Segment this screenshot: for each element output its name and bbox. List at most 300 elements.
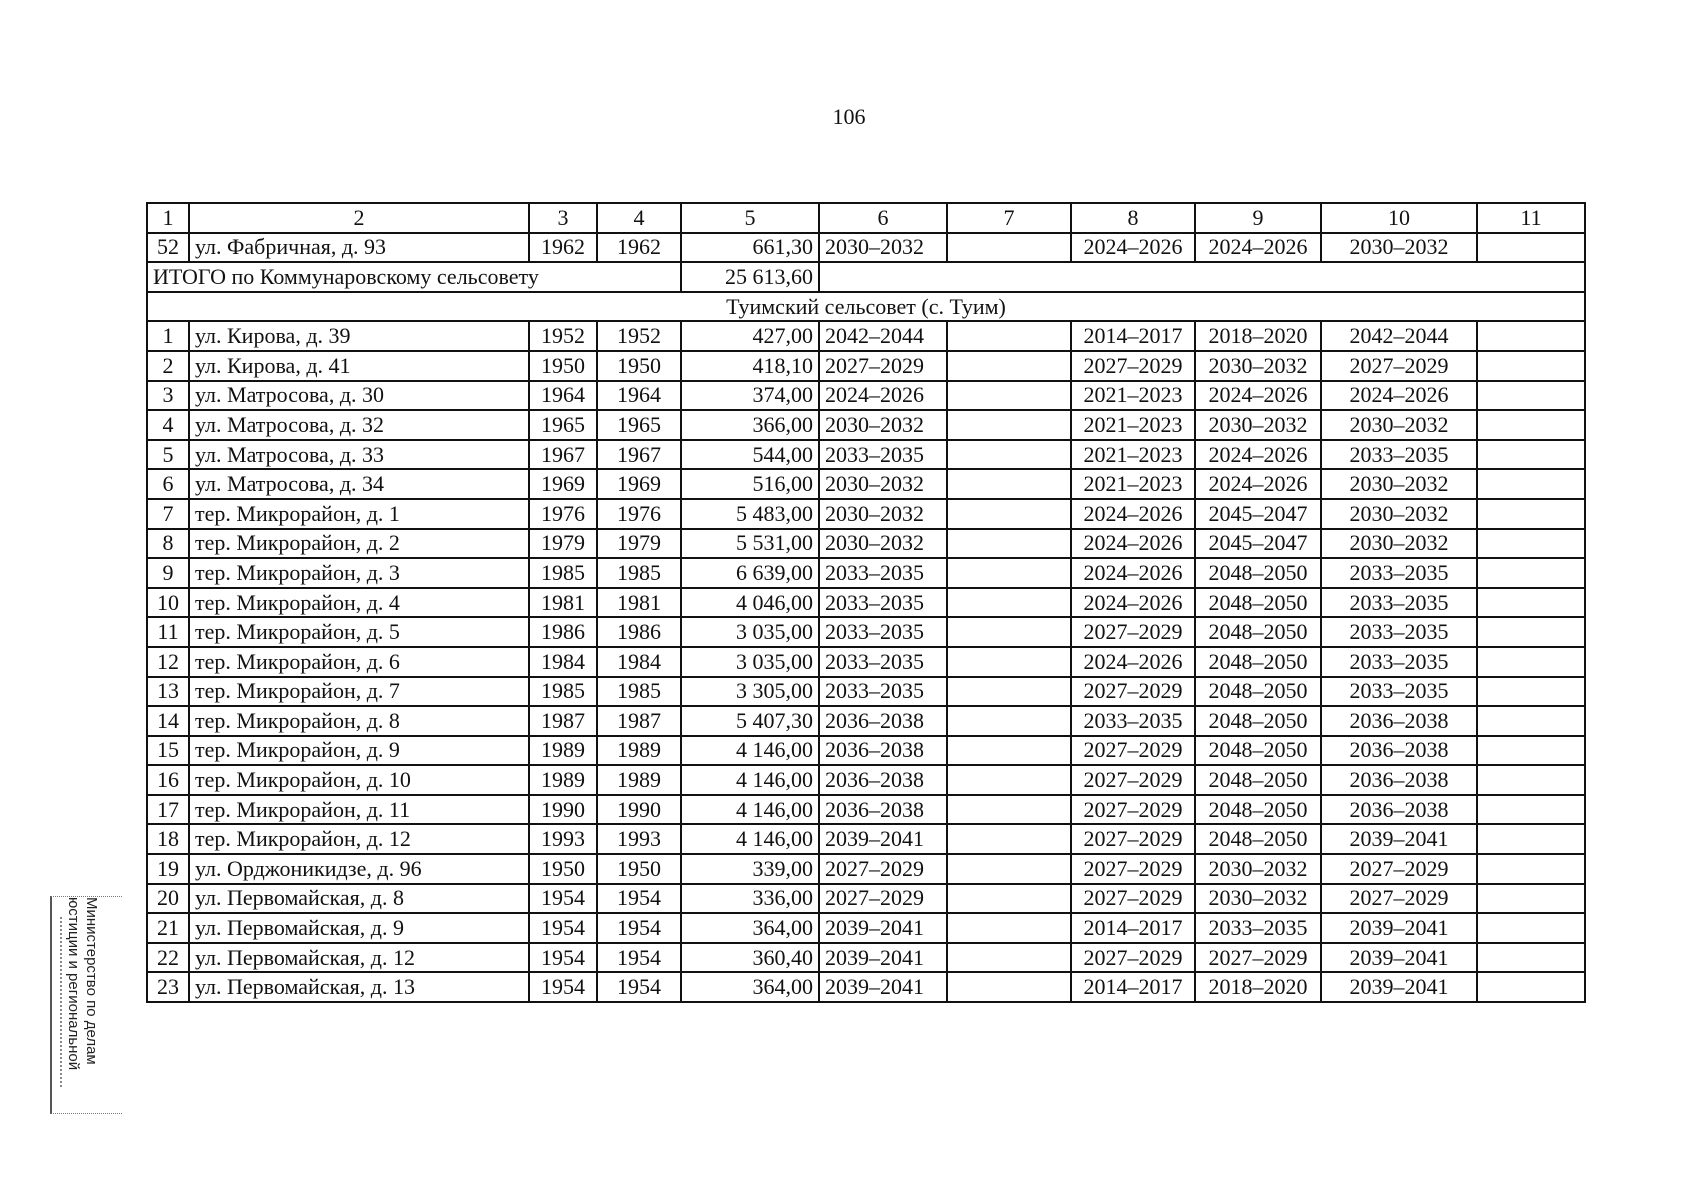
table-cell: 19 <box>147 854 189 884</box>
table-cell: 1985 <box>529 677 597 707</box>
table-cell: 1985 <box>529 558 597 588</box>
section-title: Туимский сельсовет (с. Туим) <box>147 292 1585 322</box>
table-cell: 2024–2026 <box>1071 499 1195 529</box>
table-cell: 6 639,00 <box>681 558 819 588</box>
table-cell: 2027–2029 <box>1321 854 1477 884</box>
table-cell: ул. Кирова, д. 39 <box>189 321 529 351</box>
table-cell: ул. Кирова, д. 41 <box>189 351 529 381</box>
section-row <box>147 292 1585 322</box>
table-cell: 336,00 <box>681 884 819 914</box>
table-cell <box>1477 677 1585 707</box>
table-cell: 1976 <box>597 499 681 529</box>
table-cell <box>1477 351 1585 381</box>
table-cell: 5 483,00 <box>681 499 819 529</box>
table-cell: тер. Микрорайон, д. 4 <box>189 588 529 618</box>
table-cell: 2030–2032 <box>1195 410 1321 440</box>
table-cell: ул. Первомайская, д. 12 <box>189 943 529 973</box>
column-number-cell: 7 <box>947 203 1071 233</box>
table-cell: 2030–2032 <box>1321 410 1477 440</box>
table-cell: ул. Орджоникидзе, д. 96 <box>189 854 529 884</box>
table-cell <box>947 617 1071 647</box>
table-cell <box>947 558 1071 588</box>
table-cell: 2039–2041 <box>1321 824 1477 854</box>
table-cell: 2036–2038 <box>1321 706 1477 736</box>
column-number-cell: 11 <box>1477 203 1585 233</box>
table-cell: 2027–2029 <box>819 351 947 381</box>
table-cell: 2027–2029 <box>1321 351 1477 381</box>
table-cell <box>1477 588 1585 618</box>
table-cell: 1989 <box>597 736 681 766</box>
table-cell: тер. Микрорайон, д. 2 <box>189 529 529 559</box>
table-cell: 2045–2047 <box>1195 529 1321 559</box>
table-row <box>147 884 1585 914</box>
table-cell: 2039–2041 <box>1321 913 1477 943</box>
table-cell: 6 <box>147 469 189 499</box>
table-cell: ул. Матросова, д. 30 <box>189 381 529 411</box>
table-cell: 2045–2047 <box>1195 499 1321 529</box>
table-cell: 516,00 <box>681 469 819 499</box>
table-cell: 3 <box>147 381 189 411</box>
table-cell: 1976 <box>529 499 597 529</box>
table-cell: 16 <box>147 765 189 795</box>
table-cell: 2027–2029 <box>1071 736 1195 766</box>
table-row <box>147 381 1585 411</box>
column-number-cell: 1 <box>147 203 189 233</box>
table-cell: 2048–2050 <box>1195 588 1321 618</box>
column-number-row <box>147 203 1585 233</box>
table-cell <box>947 529 1071 559</box>
table-cell: 2027–2029 <box>1071 351 1195 381</box>
table-cell <box>947 736 1071 766</box>
table-cell: 2024–2026 <box>1195 469 1321 499</box>
table-cell: 2030–2032 <box>819 410 947 440</box>
table-cell: ул. Фабричная, д. 93 <box>189 233 529 263</box>
table-cell <box>1477 440 1585 470</box>
table-cell: 1964 <box>597 381 681 411</box>
table-cell: 364,00 <box>681 913 819 943</box>
table-cell: 8 <box>147 529 189 559</box>
table-cell: ул. Первомайская, д. 8 <box>189 884 529 914</box>
ministry-stamp <box>50 896 122 1114</box>
table-cell: ул. Матросова, д. 34 <box>189 469 529 499</box>
table-cell: 2027–2029 <box>1071 824 1195 854</box>
table-cell: 2048–2050 <box>1195 824 1321 854</box>
table-cell <box>1477 381 1585 411</box>
table-cell: ул. Матросова, д. 32 <box>189 410 529 440</box>
table-body <box>147 203 1585 1002</box>
table-cell: 2036–2038 <box>819 795 947 825</box>
table-cell <box>947 410 1071 440</box>
table-row <box>147 588 1585 618</box>
table-cell: 1954 <box>597 913 681 943</box>
table-row <box>147 233 1585 263</box>
table-cell: 4 146,00 <box>681 736 819 766</box>
table-cell: 1 <box>147 321 189 351</box>
column-number-cell: 10 <box>1321 203 1477 233</box>
table-cell: 12 <box>147 647 189 677</box>
total-row <box>147 262 1585 292</box>
table-cell: 2024–2026 <box>1321 381 1477 411</box>
table-cell: 2024–2026 <box>1071 558 1195 588</box>
table-cell: 2048–2050 <box>1195 558 1321 588</box>
table-cell: 1989 <box>529 765 597 795</box>
table-row <box>147 558 1585 588</box>
table-row <box>147 617 1585 647</box>
table-cell: 1987 <box>529 706 597 736</box>
table-cell: 1962 <box>597 233 681 263</box>
table-cell: тер. Микрорайон, д. 12 <box>189 824 529 854</box>
table-cell: 2024–2026 <box>1071 529 1195 559</box>
stamp-line-1: Министерство по делам <box>83 897 100 1065</box>
table-row <box>147 440 1585 470</box>
table-cell: 4 <box>147 410 189 440</box>
table-cell: 1954 <box>529 972 597 1002</box>
table-cell: 2024–2026 <box>1071 647 1195 677</box>
table-cell: 2033–2035 <box>1071 706 1195 736</box>
table-cell: 1985 <box>597 677 681 707</box>
table-cell: 2021–2023 <box>1071 440 1195 470</box>
column-number-cell: 3 <box>529 203 597 233</box>
table-row <box>147 410 1585 440</box>
table-cell <box>947 795 1071 825</box>
table-cell: 2033–2035 <box>1321 588 1477 618</box>
table-cell: 1967 <box>529 440 597 470</box>
table-cell: 1964 <box>529 381 597 411</box>
table-cell: 2014–2017 <box>1071 972 1195 1002</box>
table-cell: 1989 <box>529 736 597 766</box>
total-value: 25 613,60 <box>681 262 819 292</box>
table-cell <box>1477 795 1585 825</box>
table-cell: 9 <box>147 558 189 588</box>
table-cell: 1950 <box>529 351 597 381</box>
table-cell: 2048–2050 <box>1195 736 1321 766</box>
table-cell: тер. Микрорайон, д. 5 <box>189 617 529 647</box>
table-row <box>147 765 1585 795</box>
table-cell: 2021–2023 <box>1071 381 1195 411</box>
table-cell <box>1477 321 1585 351</box>
table-cell: 4 146,00 <box>681 824 819 854</box>
table-cell: 1954 <box>529 943 597 973</box>
table-cell: тер. Микрорайон, д. 1 <box>189 499 529 529</box>
table-cell: 1989 <box>597 765 681 795</box>
table-cell: 2021–2023 <box>1071 469 1195 499</box>
table-cell <box>947 972 1071 1002</box>
table-cell: 1950 <box>529 854 597 884</box>
table-cell: 2024–2026 <box>1195 440 1321 470</box>
table-cell: 2036–2038 <box>819 765 947 795</box>
table-row <box>147 854 1585 884</box>
table-cell: 3 305,00 <box>681 677 819 707</box>
table-cell: 1954 <box>597 972 681 1002</box>
table-cell: 2039–2041 <box>819 824 947 854</box>
table-cell: 2024–2026 <box>1195 381 1321 411</box>
table-cell: 2014–2017 <box>1071 321 1195 351</box>
table-cell: 2018–2020 <box>1195 321 1321 351</box>
table-cell: тер. Микрорайон, д. 7 <box>189 677 529 707</box>
column-number-cell: 5 <box>681 203 819 233</box>
table-cell: 2036–2038 <box>819 706 947 736</box>
table-cell: 2030–2032 <box>1321 469 1477 499</box>
table-cell: 2036–2038 <box>1321 736 1477 766</box>
table-cell: 2039–2041 <box>1321 943 1477 973</box>
table-cell: 1954 <box>529 913 597 943</box>
table-cell <box>947 381 1071 411</box>
table-cell: 22 <box>147 943 189 973</box>
table-cell: 1967 <box>597 440 681 470</box>
table-cell: 11 <box>147 617 189 647</box>
table-cell <box>1477 884 1585 914</box>
table-cell: 2024–2026 <box>819 381 947 411</box>
table-cell: 2033–2035 <box>819 647 947 677</box>
table-cell: тер. Микрорайон, д. 11 <box>189 795 529 825</box>
table-cell: 20 <box>147 884 189 914</box>
table-cell: 2027–2029 <box>1071 884 1195 914</box>
table-cell <box>1477 469 1585 499</box>
table-row <box>147 499 1585 529</box>
table-cell: 17 <box>147 795 189 825</box>
table-cell: 2033–2035 <box>1321 558 1477 588</box>
table-cell: 2036–2038 <box>1321 765 1477 795</box>
column-number-cell: 4 <box>597 203 681 233</box>
table-cell: 1984 <box>529 647 597 677</box>
table-cell: 2024–2026 <box>1195 233 1321 263</box>
table-cell: тер. Микрорайон, д. 9 <box>189 736 529 766</box>
table-cell <box>1477 706 1585 736</box>
table-cell: 1979 <box>597 529 681 559</box>
table-cell: 2030–2032 <box>819 233 947 263</box>
table-cell: 10 <box>147 588 189 618</box>
table-cell: 661,30 <box>681 233 819 263</box>
table-row <box>147 706 1585 736</box>
table-cell: 1990 <box>529 795 597 825</box>
table-cell: 5 407,30 <box>681 706 819 736</box>
table-cell <box>1477 824 1585 854</box>
table-cell: 2024–2026 <box>1071 233 1195 263</box>
table-cell: 2033–2035 <box>1321 617 1477 647</box>
table-cell <box>947 321 1071 351</box>
table-cell: 2033–2035 <box>819 588 947 618</box>
table-cell <box>947 706 1071 736</box>
column-number-cell: 2 <box>189 203 529 233</box>
table-cell: 2018–2020 <box>1195 972 1321 1002</box>
table-cell <box>1477 736 1585 766</box>
table-cell: 2 <box>147 351 189 381</box>
table-cell <box>1477 617 1585 647</box>
table-cell: 1965 <box>529 410 597 440</box>
table-cell: 374,00 <box>681 381 819 411</box>
stamp-text <box>64 897 100 1113</box>
table-cell: тер. Микрорайон, д. 8 <box>189 706 529 736</box>
table-cell: 1965 <box>597 410 681 440</box>
table-cell: 1985 <box>597 558 681 588</box>
table-cell: 2030–2032 <box>1195 351 1321 381</box>
table-cell: 2033–2035 <box>819 677 947 707</box>
table-row <box>147 795 1585 825</box>
column-number-cell: 8 <box>1071 203 1195 233</box>
table-cell: 2014–2017 <box>1071 913 1195 943</box>
table-cell: тер. Микрорайон, д. 6 <box>189 647 529 677</box>
table-cell <box>947 233 1071 263</box>
table-cell: 1993 <box>597 824 681 854</box>
table-cell: 1954 <box>597 943 681 973</box>
table-cell: 1984 <box>597 647 681 677</box>
table-cell: 5 <box>147 440 189 470</box>
table-cell: 2042–2044 <box>819 321 947 351</box>
table-cell: 2033–2035 <box>1321 677 1477 707</box>
table-cell: 1954 <box>597 884 681 914</box>
table-cell: 14 <box>147 706 189 736</box>
table-cell: 1969 <box>597 469 681 499</box>
table-cell: ул. Первомайская, д. 9 <box>189 913 529 943</box>
table-row <box>147 469 1585 499</box>
table-cell: 15 <box>147 736 189 766</box>
table-cell: 2030–2032 <box>1321 233 1477 263</box>
table-cell <box>1477 499 1585 529</box>
table-cell <box>1477 765 1585 795</box>
table-cell: 2027–2029 <box>819 854 947 884</box>
table-cell: 2039–2041 <box>819 913 947 943</box>
table-cell: 2030–2032 <box>1195 884 1321 914</box>
table-row <box>147 736 1585 766</box>
table-cell <box>947 440 1071 470</box>
table-cell <box>947 943 1071 973</box>
table-cell: 366,00 <box>681 410 819 440</box>
table-cell: 2039–2041 <box>819 943 947 973</box>
table-cell: 2033–2035 <box>819 617 947 647</box>
table-cell <box>947 647 1071 677</box>
table-cell: 1981 <box>529 588 597 618</box>
table-cell: 2030–2032 <box>1321 499 1477 529</box>
table-row <box>147 351 1585 381</box>
table-row <box>147 529 1585 559</box>
table-row <box>147 647 1585 677</box>
table-cell: 3 035,00 <box>681 647 819 677</box>
stamp-line-2: юстиции и региональной <box>65 897 82 1071</box>
table-cell: 2024–2026 <box>1071 588 1195 618</box>
table-cell: 2030–2032 <box>819 529 947 559</box>
table-cell: 2048–2050 <box>1195 677 1321 707</box>
table-cell: 2030–2032 <box>1195 854 1321 884</box>
table-cell: 2027–2029 <box>1071 617 1195 647</box>
table-cell: 2021–2023 <box>1071 410 1195 440</box>
table-cell: 2048–2050 <box>1195 706 1321 736</box>
table-cell: 2033–2035 <box>1195 913 1321 943</box>
table-cell: 2027–2029 <box>819 884 947 914</box>
table-cell: 2027–2029 <box>1321 884 1477 914</box>
table-cell: 2033–2035 <box>819 558 947 588</box>
table-cell: 2030–2032 <box>819 469 947 499</box>
table-cell: 2036–2038 <box>819 736 947 766</box>
table-cell: 1993 <box>529 824 597 854</box>
table-cell: 2039–2041 <box>819 972 947 1002</box>
table-cell <box>947 854 1071 884</box>
table-cell: 364,00 <box>681 972 819 1002</box>
table-cell <box>1477 972 1585 1002</box>
table-cell: 18 <box>147 824 189 854</box>
table-cell: 2039–2041 <box>1321 972 1477 1002</box>
table-cell: 2048–2050 <box>1195 617 1321 647</box>
table-cell: 2033–2035 <box>1321 440 1477 470</box>
table-cell: 2042–2044 <box>1321 321 1477 351</box>
table-cell: 544,00 <box>681 440 819 470</box>
table-cell: 1981 <box>597 588 681 618</box>
table-cell: 2048–2050 <box>1195 647 1321 677</box>
table-row <box>147 913 1585 943</box>
table-cell <box>1477 854 1585 884</box>
table-cell: 1969 <box>529 469 597 499</box>
table-cell: 2027–2029 <box>1071 854 1195 884</box>
table-cell: 2033–2035 <box>1321 647 1477 677</box>
table-cell: 7 <box>147 499 189 529</box>
table-cell <box>947 351 1071 381</box>
column-number-cell: 9 <box>1195 203 1321 233</box>
table-cell: 1990 <box>597 795 681 825</box>
table-cell: 1979 <box>529 529 597 559</box>
table-cell: 1950 <box>597 351 681 381</box>
table-row <box>147 824 1585 854</box>
total-label: ИТОГО по Коммунаровскому сельсовету <box>147 262 681 292</box>
table-row <box>147 321 1585 351</box>
table-cell: 2027–2029 <box>1071 765 1195 795</box>
table-cell <box>1477 529 1585 559</box>
table-cell: 52 <box>147 233 189 263</box>
table-cell: 1950 <box>597 854 681 884</box>
table-cell: 2027–2029 <box>1071 943 1195 973</box>
total-empty-cell <box>819 262 1585 292</box>
table-cell: 2048–2050 <box>1195 765 1321 795</box>
table-cell: 4 146,00 <box>681 795 819 825</box>
table-cell: 2027–2029 <box>1195 943 1321 973</box>
housing-table <box>146 202 1586 1003</box>
table-cell: 13 <box>147 677 189 707</box>
table-cell: 1987 <box>597 706 681 736</box>
table-cell: 4 146,00 <box>681 765 819 795</box>
table-cell: 3 035,00 <box>681 617 819 647</box>
table-cell: 1962 <box>529 233 597 263</box>
table-cell <box>947 469 1071 499</box>
column-number-cell: 6 <box>819 203 947 233</box>
table-cell <box>947 499 1071 529</box>
table-cell: 2027–2029 <box>1071 795 1195 825</box>
table-cell: 1952 <box>529 321 597 351</box>
table-cell: ул. Первомайская, д. 13 <box>189 972 529 1002</box>
table-cell: 2027–2029 <box>1071 677 1195 707</box>
table-cell <box>947 677 1071 707</box>
table-cell <box>947 588 1071 618</box>
table-cell <box>947 765 1071 795</box>
table-cell: ул. Матросова, д. 33 <box>189 440 529 470</box>
table-cell <box>947 913 1071 943</box>
table-cell: 1952 <box>597 321 681 351</box>
table-cell <box>1477 943 1585 973</box>
table-cell: 2033–2035 <box>819 440 947 470</box>
table-row <box>147 677 1585 707</box>
table-cell: 5 531,00 <box>681 529 819 559</box>
table-cell: 1954 <box>529 884 597 914</box>
table-row <box>147 972 1585 1002</box>
table-row <box>147 943 1585 973</box>
table-cell <box>1477 233 1585 263</box>
table-cell <box>1477 558 1585 588</box>
table-cell <box>947 884 1071 914</box>
table-cell <box>1477 410 1585 440</box>
table-cell <box>1477 913 1585 943</box>
table-cell <box>947 824 1071 854</box>
table-cell: 1986 <box>597 617 681 647</box>
table-cell: 23 <box>147 972 189 1002</box>
table-cell: 4 046,00 <box>681 588 819 618</box>
table-cell: 1986 <box>529 617 597 647</box>
